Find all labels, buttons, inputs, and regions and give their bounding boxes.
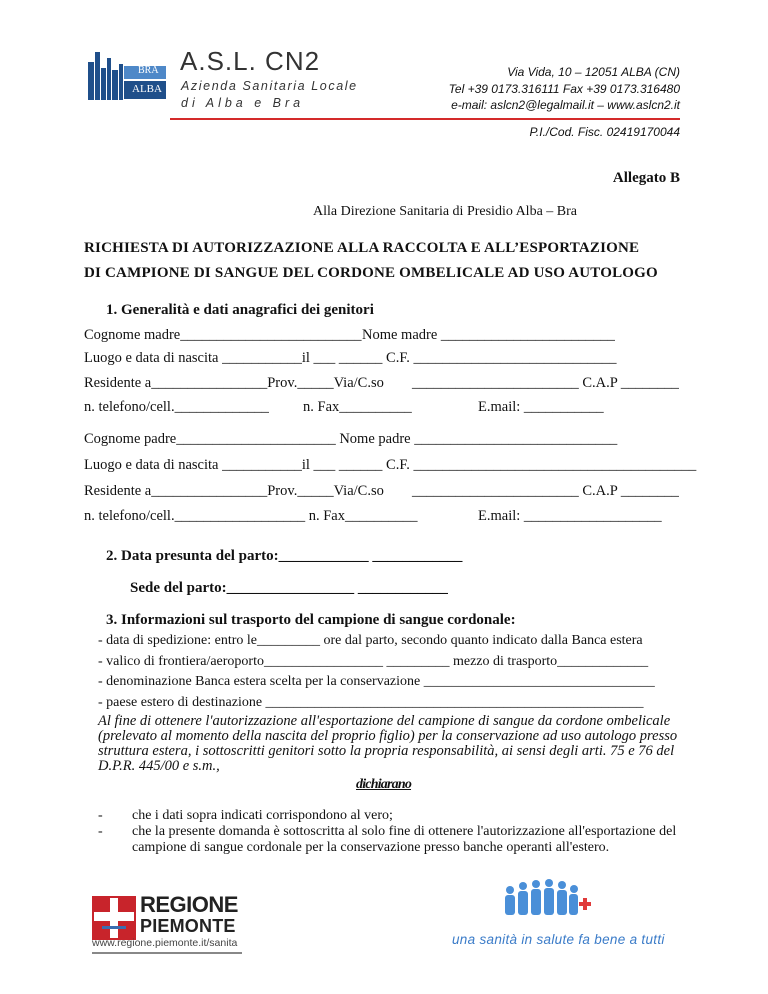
header-red-divider: [170, 118, 680, 120]
document-title-line-2: DI CAMPIONE DI SANGUE DEL CORDONE OMBELICALE AD USO AUTOLOGO: [84, 265, 658, 281]
father-cap-field[interactable]: _______________________ C.A.P ________: [412, 483, 679, 499]
fiscal-code: P.I./Cod. Fisc. 02419170044: [529, 125, 680, 139]
asl-logo: [88, 48, 168, 100]
section-2-heading[interactable]: 2. Data presunta del parto:____________ ____________: [106, 548, 463, 564]
logo-bra-text: BRA: [138, 65, 159, 76]
regione-text-line-2: PIEMONTE: [140, 916, 236, 936]
org-subtitle-1: Azienda Sanitaria Locale: [181, 79, 358, 93]
dichiarano-label: dichiarano: [356, 777, 412, 792]
regione-divider: [92, 952, 242, 954]
people-illustration: [496, 872, 596, 922]
delivery-place-field[interactable]: Sede del parto:_________________ ____________: [130, 580, 448, 596]
foreign-bank-line[interactable]: - denominazione Banca estera scelta per la conservazione _________________________________: [98, 674, 655, 689]
father-residence-field[interactable]: Residente a________________Prov._____Via/C.so: [84, 483, 384, 499]
mother-surname-field[interactable]: Cognome madre_________________________: [84, 327, 362, 343]
section-1-heading: 1. Generalità e dati anagrafici dei genitori: [106, 302, 374, 318]
bullet-dash: [98, 840, 132, 856]
bullet-text: campione di sangue cordonale per la conservazione presso banche operanti all'estero.: [132, 840, 610, 855]
declaration-bullets: [98, 808, 678, 856]
mother-name-field[interactable]: Nome madre ________________________: [362, 327, 615, 343]
father-surname-name-field[interactable]: Cognome padre______________________ Nome padre ____________________________: [84, 431, 618, 447]
allegato-label: Allegato B: [612, 170, 680, 186]
father-birth-field[interactable]: Luogo e data di nascita ___________il ___ ______ C.F. _______________________________________: [84, 457, 697, 473]
mother-phone-field[interactable]: n. telefono/cell._____________: [84, 399, 269, 415]
destination-country-line[interactable]: - paese estero di destinazione ______________________________________________________: [98, 695, 644, 710]
people-group-icon: [496, 872, 596, 922]
org-name: A.S.L. CN2: [180, 46, 321, 76]
father-phone-fax-field[interactable]: n. telefono/cell.__________________ n. Fax__________: [84, 508, 418, 524]
piemonte-shield-icon: [92, 896, 136, 940]
org-phone-fax: Tel +39 0173.316111 Fax +39 0173.316480: [448, 82, 680, 96]
org-subtitle-2: di Alba e Bra: [181, 96, 305, 110]
bullet-item: [98, 808, 678, 824]
shipping-date-line[interactable]: - data di spedizione: entro le_________ ore dal parto, secondo quanto indicato dalla Banca estera: [98, 633, 643, 648]
mother-email-field[interactable]: E.mail: ___________: [478, 399, 604, 415]
bullet-item: [98, 824, 678, 840]
bullet-text: che i dati sopra indicati corrispondono al vero;: [132, 808, 393, 823]
father-email-field[interactable]: E.mail: ___________________: [478, 508, 662, 524]
mother-fax-field[interactable]: n. Fax__________: [303, 399, 412, 415]
org-address: Via Vida, 10 – 12051 ALBA (CN): [507, 65, 680, 79]
slogan-text: una sanità in salute fa bene a tutti: [452, 932, 665, 947]
mother-residence-field[interactable]: Residente a________________Prov._____Via/C.so: [84, 375, 384, 391]
org-email-web: e-mail: aslcn2@legalmail.it – www.aslcn2.it: [451, 98, 680, 112]
recipient-line: Alla Direzione Sanitaria di Presidio Alba – Bra: [313, 204, 577, 219]
border-crossing-line[interactable]: - valico di frontiera/aeroporto_________________ _________ mezzo di trasporto_____________: [98, 654, 649, 669]
document-title-line-1: RICHIESTA DI AUTORIZZAZIONE ALLA RACCOLTA E ALL’ESPORTAZIONE: [84, 240, 640, 256]
mother-cap-field[interactable]: _______________________ C.A.P ________: [412, 375, 679, 391]
bullet-dash: -: [98, 824, 103, 839]
regione-text-line-1: REGIONE: [140, 892, 238, 917]
mother-birth-field[interactable]: Luogo e data di nascita ___________il ___ ______ C.F. ____________________________: [84, 350, 617, 366]
declaration-paragraph: Al fine di ottenere l'autorizzazione all'esportazione del campione di sangue da cordone ombelicale (prelevato al momento della nascita del proprio figlio) per la conservazione ad uso autologo presso struttura estera, i sottoscritti genitori sotto la propria responsabilità, ai sensi degli arti. 75 e 76 del D.P.R. 445/00 e s.m.,: [98, 713, 678, 774]
bullet-text: che la presente domanda è sottoscritta al solo fine di ottenere l'autorizzazione all'esportazione del: [132, 824, 677, 839]
bullet-dash: -: [98, 808, 103, 823]
section-3-heading: 3. Informazioni sul trasporto del campione di sangue cordonale:: [106, 612, 516, 628]
bullet-item: [98, 840, 678, 856]
logo-alba-text: ALBA: [132, 83, 162, 95]
regione-url: www.regione.piemonte.it/sanita: [92, 937, 238, 949]
